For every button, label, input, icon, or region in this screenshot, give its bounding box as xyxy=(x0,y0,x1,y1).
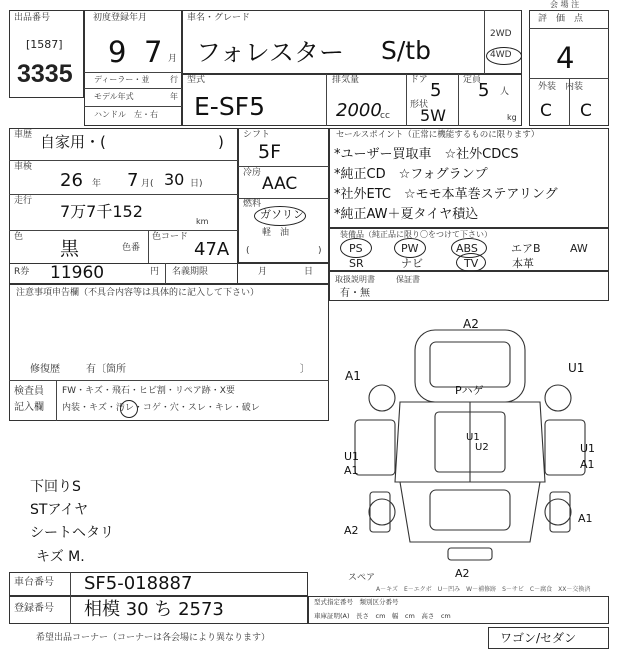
handwritten-note: 下回りS xyxy=(30,479,81,495)
paren-right: ) xyxy=(318,246,322,256)
insp-day: 30 xyxy=(164,170,185,189)
equip-tv: TV xyxy=(464,257,479,270)
capacity: 5 xyxy=(478,80,490,101)
equip-ps: PS xyxy=(349,242,363,255)
equip-tv-circle xyxy=(456,253,486,272)
reg-value: 相模 30 ち 2573 xyxy=(84,599,224,620)
dealer-unit: 行 xyxy=(170,75,178,84)
history-value: 自家用・( xyxy=(40,133,106,151)
chassis-label: 車台番号 xyxy=(14,577,54,588)
insp-year-unit: 年 xyxy=(92,179,102,189)
history-label: 車歴 xyxy=(14,130,33,140)
sales-line: *純正CD ☆フォグランプ xyxy=(334,167,488,182)
recycle-label: R券 xyxy=(14,267,30,277)
sales-line: *ユーザー買取車 ☆社外CDCS xyxy=(334,147,519,162)
inspection-label: 車検 xyxy=(14,162,33,172)
damage-mark: A1 xyxy=(578,512,593,525)
equip-aw: AW xyxy=(570,242,588,255)
ext-int-label: 外装 内装 xyxy=(538,82,584,92)
fuel-value: ガソリン xyxy=(260,208,304,221)
score-label: 評 価 点 xyxy=(538,14,584,24)
displacement-label: 排気量 xyxy=(332,75,360,85)
repair-close: 〕 xyxy=(300,364,310,375)
tax-label: 名義期限 xyxy=(172,267,209,277)
diagram-legend: A－キズ E－エクボ U－凹み W－補修跡 S－サビ C－腐食 XX－交換済 xyxy=(376,586,591,592)
equip-sr: SR xyxy=(349,257,364,270)
body: 5W xyxy=(420,106,446,125)
damage-mark: A2 xyxy=(455,567,470,580)
displacement: 2000 xyxy=(336,100,382,121)
damage-mark: A1 xyxy=(580,458,595,471)
equip-airbag: エアB xyxy=(511,242,541,255)
fuel-gas: 軽 油 xyxy=(262,228,290,238)
first-reg-box xyxy=(84,10,182,126)
recycle-unit: 円 xyxy=(150,267,160,277)
body-label: 形状 xyxy=(410,100,429,110)
notes-box xyxy=(9,284,329,421)
inspector-label: 検査員 xyxy=(14,386,44,397)
capacity-label: 定員 xyxy=(463,75,482,85)
ac-label: 冷房 xyxy=(243,168,262,178)
car-diagram xyxy=(330,302,609,592)
dealer-label: ディーラー・並 xyxy=(94,75,150,84)
tiny-row1: 型式指定番号 類別区分番号 xyxy=(314,598,399,606)
caution-label: 注意事項申告欄（不具合内容等は具体的に記入して下さい） xyxy=(16,288,260,298)
type-label: 型式 xyxy=(187,75,206,85)
first-reg-month: 7 xyxy=(144,35,163,69)
history-close: ) xyxy=(218,133,224,151)
equip-ps-circle xyxy=(340,238,372,258)
handwritten-note: キズ M. xyxy=(36,549,85,565)
equip-pw-circle xyxy=(394,238,426,258)
sales-line: *社外ETC ☆モモ本革巻ステアリング xyxy=(334,187,558,202)
model-code: E-SF5 xyxy=(194,92,265,121)
inspect-row2: 内装・キズ・汚レ・コゲ・穴・スレ・キレ・破レ xyxy=(62,403,260,413)
damage-mark: U1 xyxy=(580,442,596,455)
handle-label: ハンドル 左・右 xyxy=(94,110,158,119)
model-year-unit: 年 xyxy=(170,92,178,101)
kg-unit: kg xyxy=(507,113,517,122)
damage-mark: U1 xyxy=(568,361,585,375)
model-year-label: モデル年式 xyxy=(94,92,134,101)
damage-mark: A2 xyxy=(463,317,479,331)
equip-label: 装備品（純正品に限り〇をつけて下さい） xyxy=(340,230,492,239)
name-label: 車名・グレード xyxy=(187,13,251,23)
color-value: 黒 xyxy=(60,238,80,260)
equip-navi: ナビ xyxy=(401,257,423,270)
sales-label: セールスポイント（正常に機能するものに限ります） xyxy=(336,130,540,140)
manual-label: 取扱説明書 xyxy=(335,275,375,284)
tax-day: 日 xyxy=(304,267,314,277)
spare-label: スペア xyxy=(348,573,376,583)
repair-label: 修復歴 xyxy=(30,364,60,375)
venue-label: 会 場 注 xyxy=(550,0,580,9)
damage-mark: A2 xyxy=(344,524,359,537)
color-label: 色 xyxy=(14,232,24,242)
mileage-unit: km xyxy=(196,217,209,226)
damage-mark: A1 xyxy=(345,369,361,383)
interior: C xyxy=(580,101,592,121)
sales-line: *純正AW＋夏タイヤ積込 xyxy=(334,207,479,222)
insp-month-unit: 月( xyxy=(141,179,154,189)
shift-value: 5F xyxy=(258,141,282,163)
chassis-value: SF5-018887 xyxy=(84,573,193,594)
manual-value: 有・無 xyxy=(340,288,370,299)
doors: 5 xyxy=(430,80,442,101)
insp-month: 7 xyxy=(127,170,139,191)
first-reg-label: 初度登録年月 xyxy=(93,13,148,23)
wish-label: 希望出品コーナー（コーナーは各会場により異なります） xyxy=(36,633,271,643)
drive-2wd: 2WD xyxy=(490,29,512,39)
recycle-value: 11960 xyxy=(50,263,105,283)
displacement-unit: cc xyxy=(380,111,390,121)
damage-mark: U1 xyxy=(344,450,360,463)
lot-ref: [1587] xyxy=(26,38,63,51)
damage-mark: U1 xyxy=(466,432,480,443)
tax-month: 月 xyxy=(258,267,268,277)
color-code-label: 色コード xyxy=(152,232,189,242)
drive-4wd: 4WD xyxy=(490,50,512,60)
damage-mark: Pハゲ xyxy=(455,384,484,397)
insp-day-unit: 日) xyxy=(190,179,203,189)
lot-label: 出品番号 xyxy=(14,13,51,23)
ac-value: AAC xyxy=(262,174,298,194)
equip-abs: ABS xyxy=(456,242,478,255)
fuel-label: 燃料 xyxy=(243,199,262,209)
handwritten-note: シートヘタリ xyxy=(30,525,114,541)
mileage: 7万7千152 xyxy=(60,202,143,221)
equip-pw: PW xyxy=(401,242,419,255)
warranty-label: 保証書 xyxy=(396,275,420,284)
record-label: 記入欄 xyxy=(14,402,44,413)
damage-mark: A1 xyxy=(344,464,359,477)
paren-left: ( xyxy=(246,246,250,256)
inspect-row1: FW・キズ・飛石・ヒビ割・リペア跡・X要 xyxy=(62,386,235,396)
shift-box xyxy=(238,128,329,263)
color-code: 47A xyxy=(194,239,230,260)
handwritten-note: STアイヤ xyxy=(30,502,89,518)
car-name: フォレスター xyxy=(196,38,345,67)
lot-number: 3335 xyxy=(17,60,73,88)
inspect-circle xyxy=(120,400,138,418)
shift-label: シフト xyxy=(243,130,271,140)
reg-label: 登録番号 xyxy=(14,603,54,614)
repair-value: 有〔箇所 xyxy=(86,364,126,375)
first-reg-year: 9 xyxy=(108,35,127,69)
doors-label: ドア xyxy=(410,75,428,85)
capacity-unit: 人 xyxy=(500,87,510,97)
score: 4 xyxy=(556,41,575,75)
exterior: C xyxy=(540,101,552,121)
color-no-label: 色番 xyxy=(122,243,141,253)
mileage-label: 走行 xyxy=(14,196,33,206)
grade: S/tb xyxy=(381,36,431,65)
month-unit: 月 xyxy=(168,54,178,64)
damage-mark: U2 xyxy=(475,442,489,453)
tiny-row2: 車庫証明(A) 長さ cm 幅 cm 高さ cm xyxy=(314,612,451,620)
corner-value: ワゴン/セダン xyxy=(500,631,577,645)
equip-leather: 本革 xyxy=(512,257,534,270)
insp-year: 26 xyxy=(60,170,83,191)
